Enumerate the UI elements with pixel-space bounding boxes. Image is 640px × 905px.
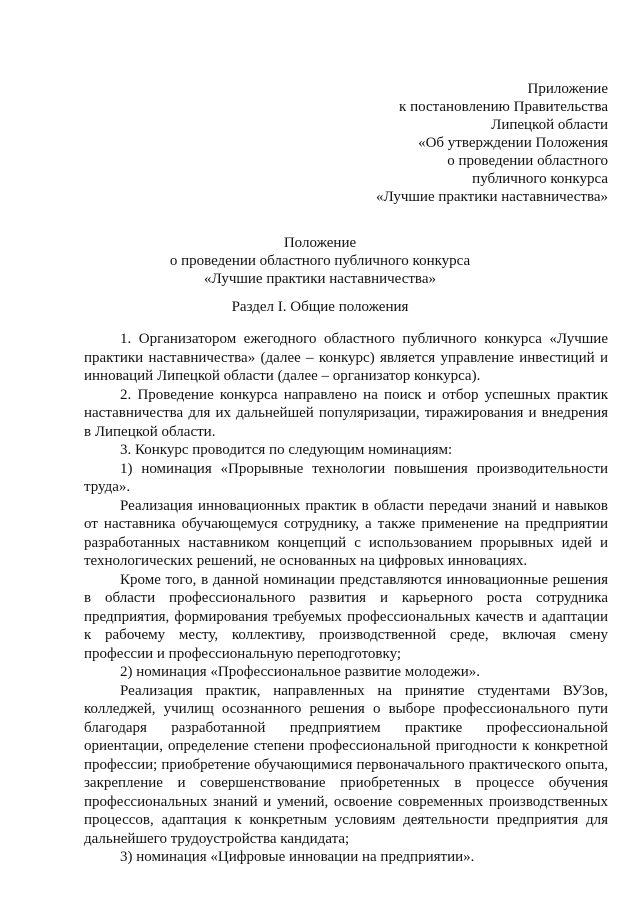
paragraph: 3) номинация «Цифровые инновации на предприятии».: [120, 849, 475, 865]
appendix-line: публичного конкурса: [472, 171, 608, 187]
paragraph: 3. Конкурс проводится по следующим номинациям:: [120, 442, 453, 458]
paragraph: 2) номинация «Профессиональное развитие молодежи».: [120, 664, 481, 680]
appendix-line: о проведении областного: [447, 153, 608, 169]
appendix-line: к постановлению Правительства: [399, 99, 608, 115]
paragraph: 1. Организатором ежегодного областного публичного конкурса «Лучшие практики наставничества» (далее – конкурс) является управление инвестиций и инноваций Липецкой области (далее – организатор конкурса).: [84, 331, 608, 384]
document-title: [0, 234, 640, 288]
title-line: «Лучшие практики наставничества»: [204, 271, 436, 287]
paragraph: 1) номинация «Прорывные технологии повышения производительности труда».: [84, 460, 608, 495]
title-line: о проведении областного публичного конкурса: [169, 253, 471, 269]
paragraph: Реализация инновационных практик в области передачи знаний и навыков от наставника обучающемуся сотруднику, а также применение на предприятии разработанных наставником концепций с использованием прорывных идей и технологических решений, не основанных на цифровых инновациях.: [84, 497, 608, 569]
appendix-line: Приложение: [527, 81, 608, 97]
appendix-block: [288, 80, 608, 206]
document-body: [84, 330, 608, 867]
paragraph: 2. Проведение конкурса направлено на поиск и отбор успешных практик наставничества для их дальнейшей популяризации, тиражирования и внедрения в Липецкой области.: [84, 386, 608, 440]
appendix-line: «Лучшие практики наставничества»: [376, 189, 608, 205]
title-line: Положение: [283, 235, 357, 251]
appendix-line: Липецкой области: [491, 117, 608, 133]
paragraph: Реализация практик, направленных на принятие студентами ВУЗов, колледжей, училищ осознанного решения о выборе профессионального пути благодаря разработанной предприятием практике профессиональной ориентации, определение степени профессиональной пригодности к конкретной профессии; приобретение обучающимися первоначального практического опыта, закрепление и совершенствование приобретенных в процессе обучения профессиональных знаний и умений, освоение современных производственных процессов, адаптация к конкретным условиям деятельности предприятия для дальнейшего трудоустройства кандидата;: [84, 682, 608, 847]
appendix-line: «Об утверждении Положения: [418, 135, 608, 151]
paragraph: Кроме того, в данной номинации представляются инновационные решения в области профессионального развития и карьерного роста сотрудника предприятия, формирования требуемых профессиональных качеств и адаптации к рабочему месту, коллективу, производственной среде, включая смену профессии и профессиональную переподготовку;: [84, 571, 608, 662]
section-heading: Раздел I. Общие положения: [231, 299, 409, 315]
